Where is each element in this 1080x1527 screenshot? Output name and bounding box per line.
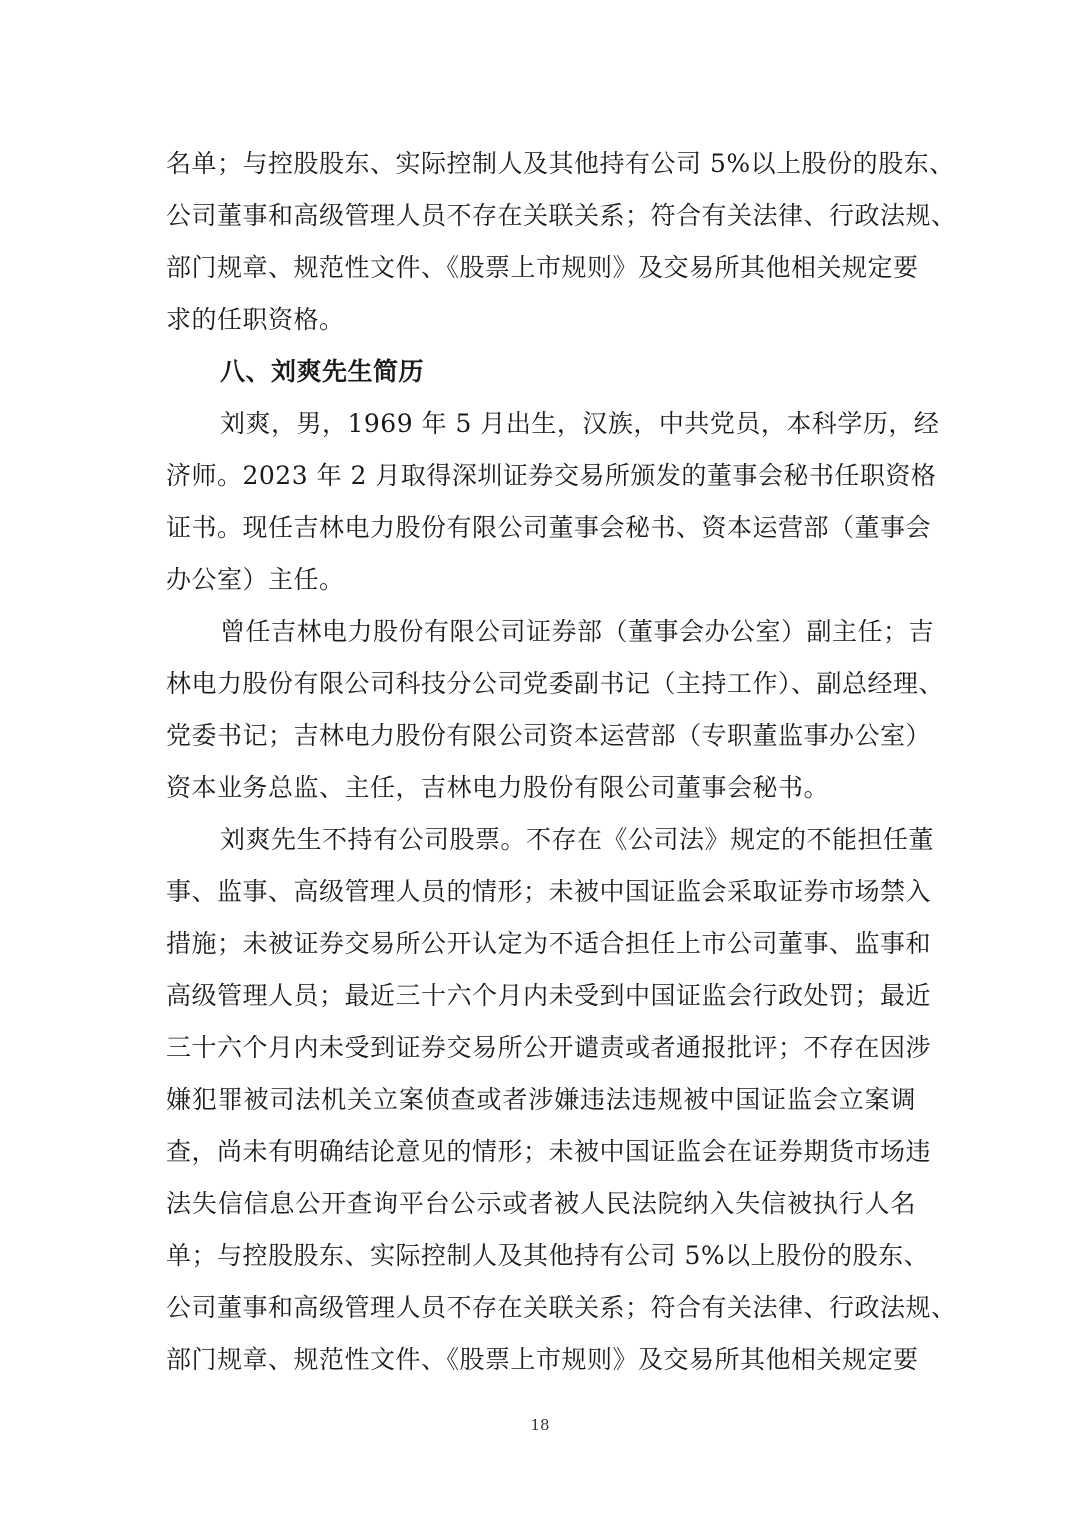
text-line: 曾任吉林电力股份有限公司证券部（董事会办公室）副主任；吉 bbox=[220, 617, 935, 646]
text-line: 刘爽，男，1969 年 5 月出生，汉族，中共党员，本科学历，经 bbox=[220, 409, 940, 438]
paragraph-continued bbox=[166, 138, 957, 346]
text-line: 林电力股份有限公司科技分公司党委副书记（主持工作）、副总经理、 bbox=[166, 669, 945, 698]
text-line: 求的任职资格。 bbox=[166, 305, 345, 334]
text-line: 证书。现任吉林电力股份有限公司董事会秘书、资本运营部（董事会 bbox=[166, 513, 932, 542]
text-line: 党委书记；吉林电力股份有限公司资本运营部（专职董监事办公室） bbox=[166, 721, 932, 750]
text-line: 法失信信息公开查询平台公示或者被人民法院纳入失信被执行人名 bbox=[166, 1189, 916, 1218]
text-line: 查，尚未有明确结论意见的情形；未被中国证监会在证券期货市场违 bbox=[166, 1137, 932, 1166]
paragraph-profile bbox=[166, 398, 940, 606]
text-line: 部门规章、规范性文件、《股票上市规则》及交易所其他相关规定要 bbox=[166, 253, 919, 282]
text-line: 部门规章、规范性文件、《股票上市规则》及交易所其他相关规定要 bbox=[166, 1345, 919, 1374]
text-line: 单；与控股股东、实际控制人及其他持有公司 5%以上股份的股东、 bbox=[166, 1241, 930, 1270]
text-line: 刘爽先生不持有公司股票。不存在《公司法》规定的不能担任董 bbox=[220, 825, 935, 854]
document-body bbox=[166, 138, 957, 1386]
text-line: 公司董事和高级管理人员不存在关联关系；符合有关法律、行政法规、 bbox=[166, 201, 957, 230]
paragraph-career bbox=[166, 606, 945, 814]
text-line: 事、监事、高级管理人员的情形；未被中国证监会采取证券市场禁入 bbox=[166, 877, 932, 906]
text-line: 公司董事和高级管理人员不存在关联关系；符合有关法律、行政法规、 bbox=[166, 1293, 957, 1322]
text-line: 办公室）主任。 bbox=[166, 565, 345, 594]
text-line: 名单；与控股股东、实际控制人及其他持有公司 5%以上股份的股东、 bbox=[166, 149, 955, 178]
text-line: 措施；未被证券交易所公开认定为不适合担任上市公司董事、监事和 bbox=[166, 929, 932, 958]
page-number: 18 bbox=[530, 1416, 550, 1434]
text-line: 高级管理人员；最近三十六个月内未受到中国证监会行政处罚；最近 bbox=[166, 981, 932, 1010]
text-line: 嫌犯罪被司法机关立案侦查或者涉嫌违法违规被中国证监会立案调 bbox=[166, 1085, 916, 1114]
text-line: 济师。2023 年 2 月取得深圳证券交易所颁发的董事会秘书任职资格 bbox=[166, 461, 937, 490]
text-line: 资本业务总监、主任，吉林电力股份有限公司董事会秘书。 bbox=[166, 773, 830, 802]
text-line: 三十六个月内未受到证券交易所公开谴责或者通报批评；不存在因涉 bbox=[166, 1033, 932, 1062]
section-heading: 八、刘爽先生简历 bbox=[220, 357, 425, 386]
paragraph-compliance bbox=[166, 814, 957, 1386]
